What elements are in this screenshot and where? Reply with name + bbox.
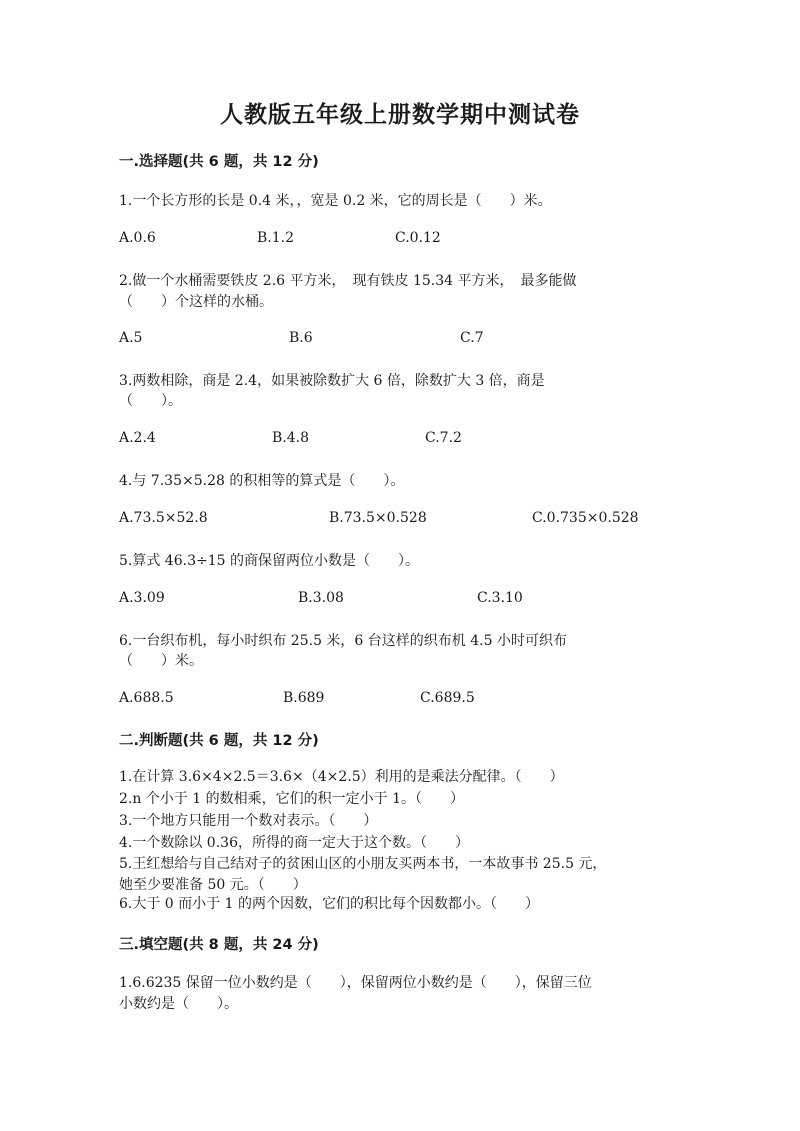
question-text-cont: （ ）。 — [119, 393, 182, 409]
page-title: 人教版五年级上册数学期中测试卷 — [220, 102, 580, 128]
question-text: 4.与 7.35×5.28 的积相等的算式是（ ）。 — [119, 473, 405, 489]
section-heading-judge: 二.判断题(共 6 题，共 12 分) — [119, 733, 319, 749]
option-c: C.689.5 — [420, 690, 475, 706]
section-heading-fill: 三.填空题(共 8 题，共 24 分) — [119, 937, 319, 953]
option-b: B.4.8 — [272, 430, 310, 446]
question-text: 6.一台织布机，每小时织布 25.5 米，6 台这样的织布机 4.5 小时可织布 — [119, 633, 567, 649]
judge-line: 3.一个地方只能用一个数对表示。（ ） — [119, 813, 378, 829]
option-a: A.5 — [119, 330, 143, 346]
option-b: B.689 — [283, 690, 325, 706]
judge-line: 2.n 个小于 1 的数相乘，它们的积一定小于 1。（ ） — [119, 791, 464, 807]
judge-line: 1.在计算 3.6×4×2.5＝3.6×（4×2.5）利用的是乘法分配律。（ ） — [119, 769, 564, 785]
question-text-cont: （ ）米。 — [119, 653, 203, 669]
question-text: 5.算式 46.3÷15 的商保留两位小数是（ ）。 — [119, 553, 419, 569]
option-b: B.1.2 — [257, 230, 295, 246]
option-a: A.73.5×52.8 — [119, 510, 208, 526]
judge-line: 4.一个数除以 0.36，所得的商一定大于这个数。（ ） — [119, 835, 469, 851]
option-c: C.0.735×0.528 — [532, 510, 639, 526]
option-b: B.73.5×0.528 — [329, 510, 427, 526]
question-text: 2.做一个水桶需要铁皮 2.6 平方米， 现有铁皮 15.34 平方米， 最多能做 — [119, 273, 577, 289]
judge-line: 6.大于 0 而小于 1 的两个因数，它们的积比每个因数都小。（ ） — [119, 896, 539, 912]
option-a: A.0.6 — [119, 230, 156, 246]
fill-line: 1.6.6235 保留一位小数约是（ ），保留两位小数约是（ ），保留三位 — [119, 975, 592, 991]
question-text-cont: （ ）个这样的水桶。 — [119, 294, 273, 310]
question-text: 3.两数相除，商是 2.4，如果被除数扩大 6 倍，除数扩大 3 倍，商是 — [119, 373, 545, 389]
option-c: C.7 — [460, 330, 484, 346]
option-b: B.6 — [289, 330, 313, 346]
option-c: C.7.2 — [425, 430, 462, 446]
question-text: 1.一个长方形的长是 0.4 米，，宽是 0.2 米，它的周长是（ ）米。 — [119, 193, 552, 209]
option-a: A.3.09 — [119, 590, 165, 606]
judge-line-cont: 她至少要准备 50 元。（ ） — [119, 877, 307, 893]
option-c: C.0.12 — [395, 230, 441, 246]
option-a: A.688.5 — [119, 690, 174, 706]
option-a: A.2.4 — [119, 430, 156, 446]
judge-line: 5.王红想给与自己结对子的贫困山区的小朋友买两本书，一本故事书 25.5 元， — [119, 856, 607, 872]
section-heading-choice: 一.选择题(共 6 题，共 12 分) — [119, 154, 319, 170]
option-b: B.3.08 — [298, 590, 344, 606]
option-c: C.3.10 — [477, 590, 523, 606]
fill-line-cont: 小数约是（ ）。 — [119, 996, 238, 1012]
